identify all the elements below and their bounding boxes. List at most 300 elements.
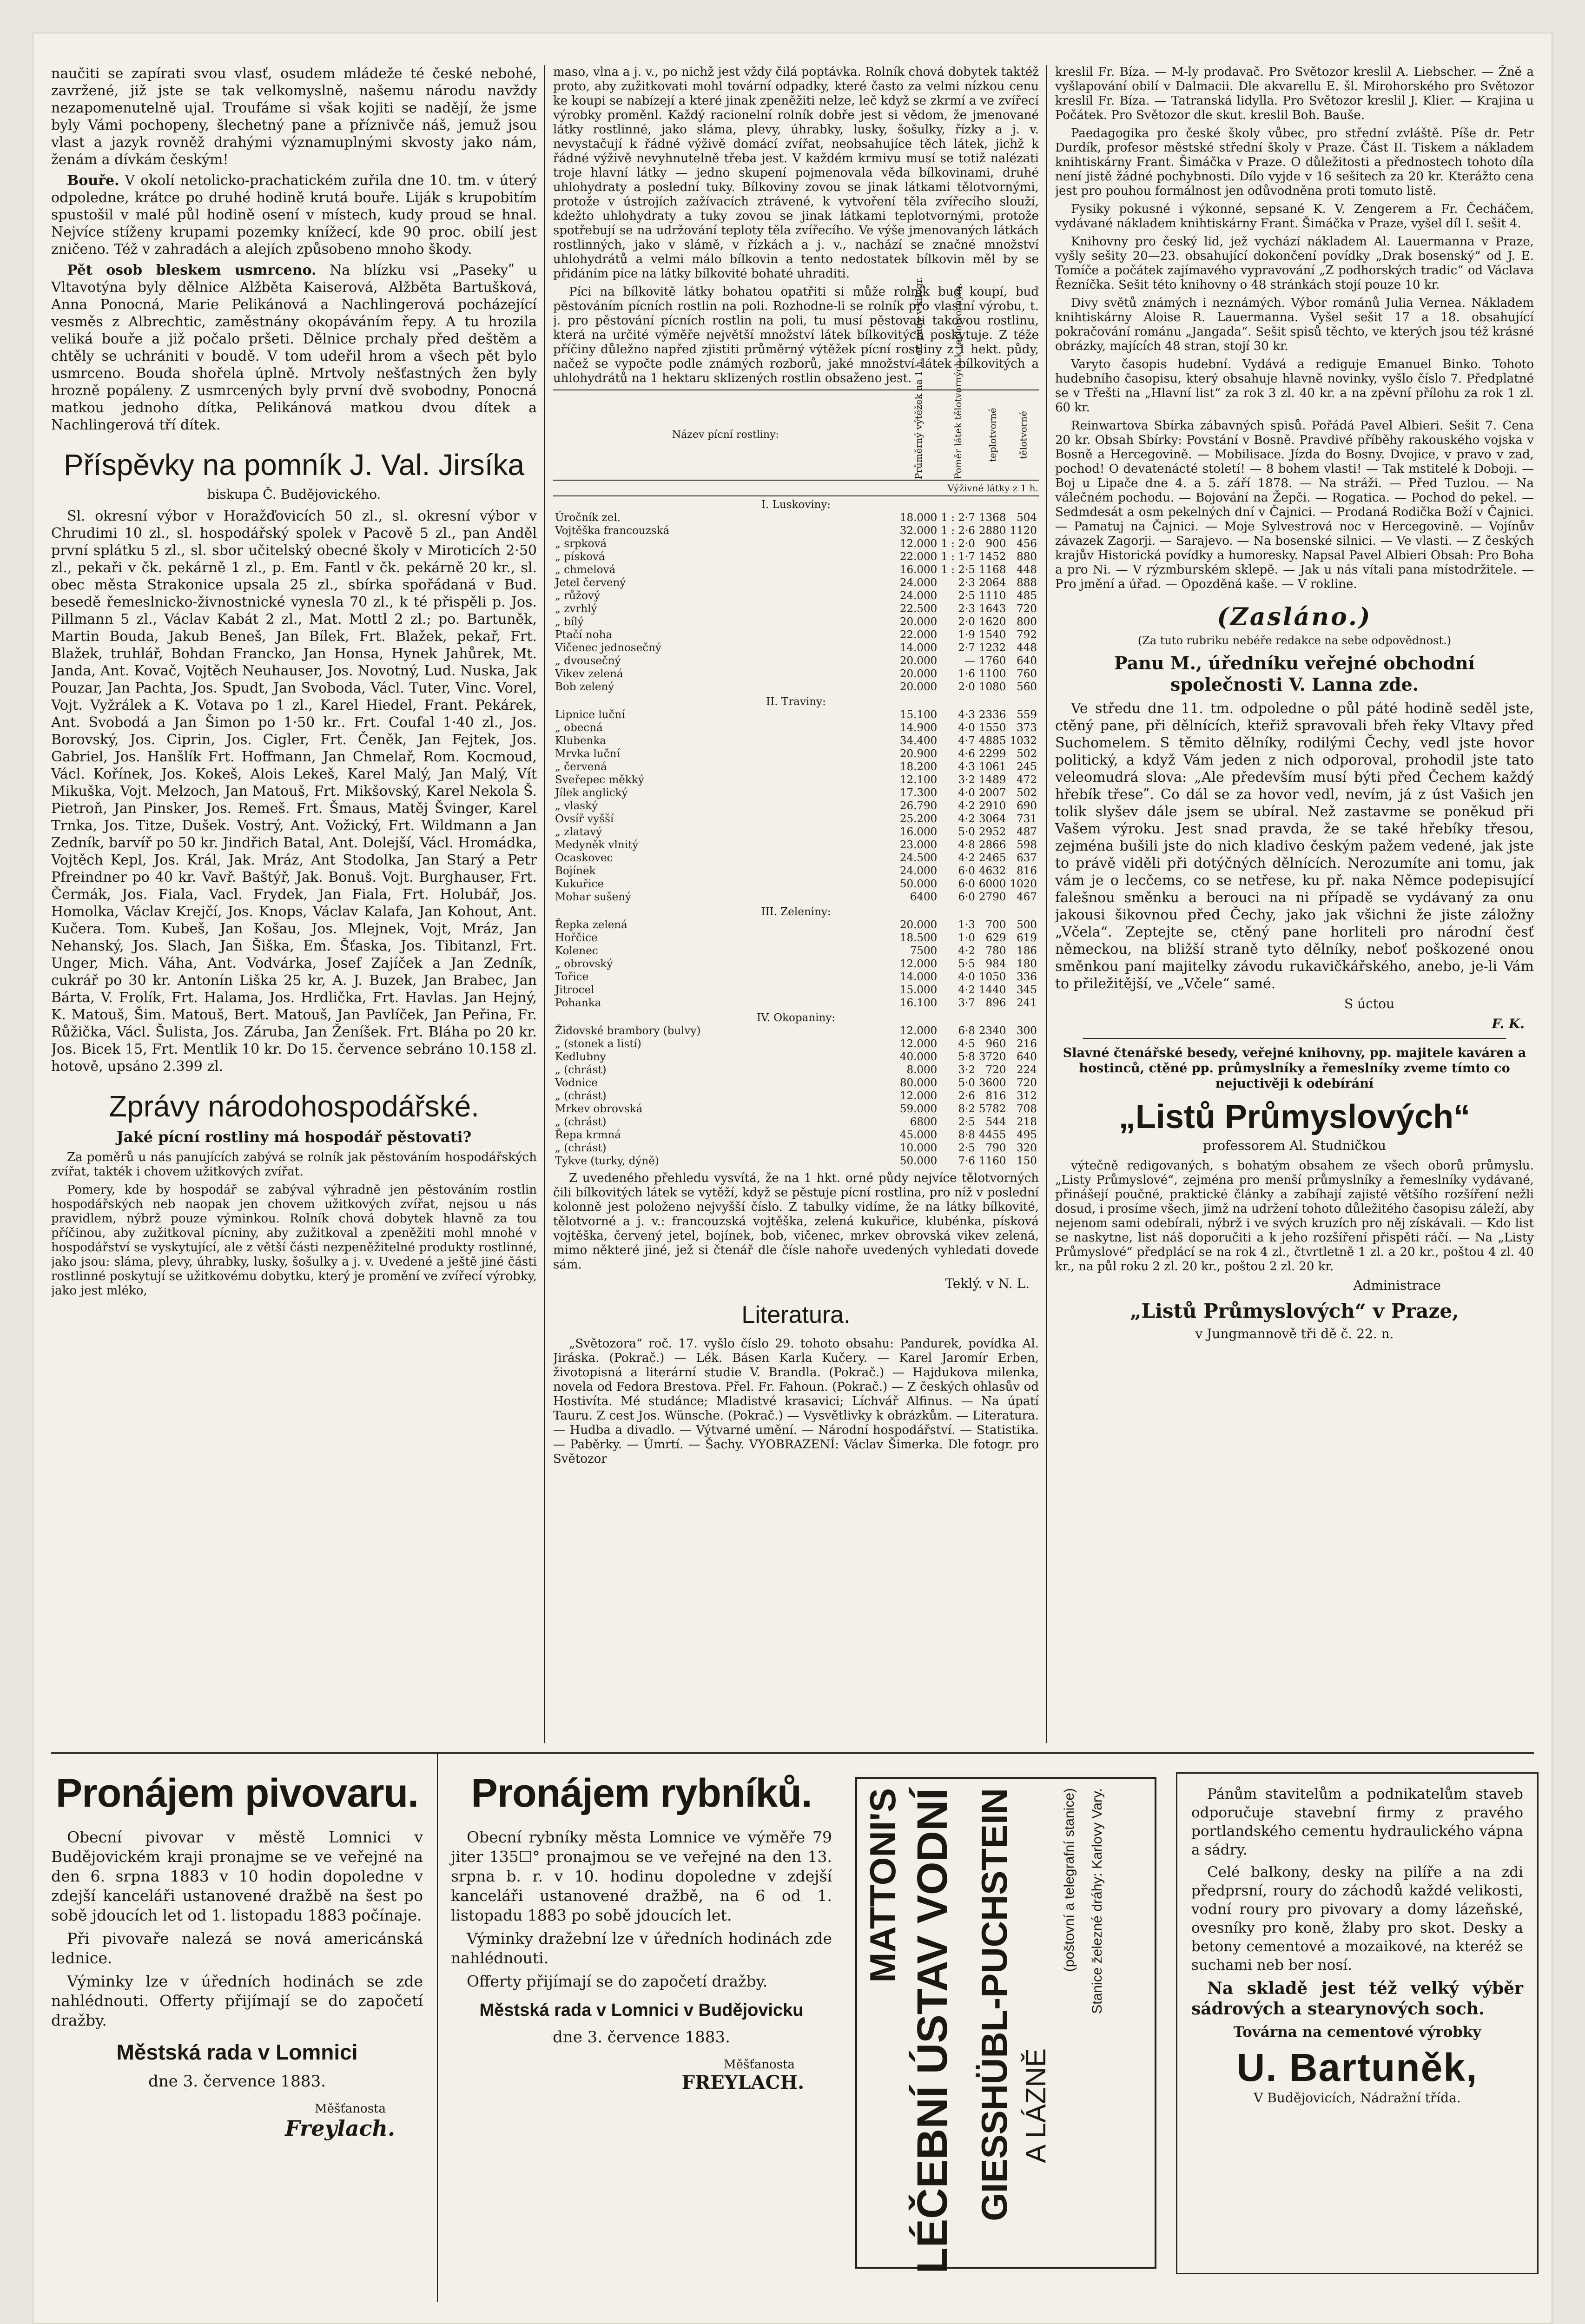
- table-row: [553, 576, 1039, 589]
- table-group-label: III. Zeleniny:: [761, 906, 831, 918]
- table-cell-value: 4·8: [958, 839, 975, 851]
- table-cell-value: 544: [985, 1116, 1006, 1128]
- table-cell-value: 629: [985, 932, 1006, 944]
- table-cell-value: 80.000: [899, 1077, 938, 1089]
- table-row: [553, 931, 1039, 944]
- table-cell-name: Vodnice: [555, 1077, 598, 1089]
- ad-date: dne 3. července 1883.: [553, 2028, 730, 2047]
- article-title: Pět osob bleskem usmrceno.: [67, 262, 317, 278]
- table-row: [553, 1063, 1039, 1076]
- table-cell-name: Ocaskovec: [555, 852, 613, 864]
- table-cell-value: 4·0: [958, 971, 975, 983]
- table-cell-name: „ zvrhlý: [555, 603, 597, 615]
- table-cell-name: Vikev zelená: [555, 668, 623, 680]
- table-cell-value: 1 : 1·7: [941, 551, 975, 563]
- table-cell-value: 245: [1017, 761, 1037, 773]
- table-cell-name: „ srpková: [555, 538, 607, 550]
- table-cell-value: 216: [1017, 1038, 1037, 1050]
- table-cell-value: 560: [1017, 681, 1037, 693]
- table-row: [553, 524, 1039, 537]
- ad-ponds: [451, 1763, 832, 2302]
- literature-paragraph: Knihovny pro český lid, jež vychází nákladem Al. Lauermanna v Praze, vyšly sešity 20—23. obsahující dokončení povídky „Drak bosenský“ od J. E. Tomíče a počátek zajímavého vypravování „Z podhorských tradic“ od Václava Řezníčka. Sešit této knihovny o 48 stránkách stojí pouze 10 kr.: [1055, 235, 1534, 292]
- table-cell-value: 504: [1017, 512, 1037, 524]
- table-cell-value: 8.000: [906, 1064, 938, 1076]
- table-cell-name: „ (chrást): [555, 1142, 607, 1154]
- literature-paragraph: Varyto časopis hudební. Vydává a rediguje Emanuel Binko. Tohoto hudebního časopisu, který obsahuje hlavně novinky, vyšlo číslo 7. Předplatné se v Třešti na „Hlavní list“ za rok 3 zl. 40 kr. a na zpěvní přílohu za rok 1 zl. 60 kr.: [1055, 357, 1534, 415]
- table-row: [553, 971, 1039, 984]
- table-cell-value: 17.300: [899, 787, 938, 799]
- table-cell-value: 1080: [978, 681, 1006, 693]
- ad-text: Stanice železné dráhy: Karlovy Vary.: [1090, 1788, 1105, 2014]
- table-cell-value: 14.900: [899, 722, 938, 734]
- table-cell-value: 720: [985, 1064, 1006, 1076]
- literature-paragraph: Paedagogika pro české školy vůbec, pro střední zvláště. Píše dr. Petr Durdík, profesor městské střední školy v Praze. Část II. Tiskem a nákladem knihtiskárny Frant. Šimáčka v Praze. O důležitosti a přednostech tohoto díla není jistě žádné pochybnosti. Dílo vyjde v 16 sešitech za 20 kr. Kterážto cena jest pro pouhou formálnost jen odůvodněna proti tomuto listě.: [1055, 126, 1534, 198]
- table-cell-value: 502: [1017, 787, 1037, 799]
- ad-brewery: [51, 1763, 423, 2302]
- table-cell-value: 888: [1017, 577, 1037, 589]
- table-cell-value: 26.790: [899, 800, 938, 812]
- table-row: [553, 628, 1039, 641]
- table-row: [553, 680, 1039, 693]
- table-cell-value: 218: [1017, 1116, 1037, 1128]
- table-cell-value: 4632: [978, 865, 1006, 877]
- table-cell-value: 720: [1017, 1077, 1037, 1089]
- ad-address: „Listů Průmyslových“ v Praze,: [1130, 1300, 1459, 1322]
- table-cell-value: 1100: [978, 668, 1006, 680]
- table-cell-name: Úročník zel.: [555, 512, 621, 524]
- table-row: [553, 918, 1039, 931]
- ad-text: A LÁZNĚ: [1020, 2048, 1051, 2163]
- table-cell-name: Řepka zelená: [555, 919, 627, 931]
- table-cell-value: 20.000: [899, 919, 938, 931]
- table-cell-value: 16.000: [899, 564, 938, 576]
- table-row: [553, 641, 1039, 654]
- table-row: [553, 708, 1039, 721]
- table-cell-value: 180: [1017, 958, 1037, 970]
- column-header: Poměr látek tělotvorných k teplotvorným.: [939, 390, 977, 480]
- table-cell-value: 7·6: [958, 1155, 975, 1167]
- table-cell-value: 1032: [1010, 735, 1037, 747]
- ad-paragraph: Výminky dražební lze v úředních hodinách zde nahlédnouti.: [451, 1929, 832, 1967]
- table-cell-name: Kolenec: [555, 945, 598, 957]
- table-cell-value: 3600: [978, 1077, 1006, 1089]
- table-cell-value: 1050: [978, 971, 1006, 983]
- table-cell-value: 23.000: [899, 839, 938, 851]
- table-cell-value: 1620: [978, 616, 1006, 628]
- table-cell-value: 22.000: [899, 551, 938, 563]
- table-cell-name: „ (stonek a listí): [555, 1038, 641, 1050]
- newspaper-page: [33, 33, 1552, 2324]
- table-cell-value: 18.500: [899, 932, 938, 944]
- table-cell-value: 708: [1017, 1103, 1037, 1115]
- table-cell-name: Tořice: [555, 971, 589, 983]
- fodder-table-body: [553, 496, 1039, 1168]
- ad-mayor-title: Měšťanosta: [315, 2102, 386, 2116]
- table-row: [553, 1155, 1039, 1168]
- letter-body: Ve středu dne 11. tm. odpoledne o půl páté hodině seděl jste, ctěný pane, při dělnících, kteřiž spravovali břeh řeky Vltavy před Suchomelem. S těmito dělníky, rodilými Čechy, vedl jste hovor politický, a když Vám jeden z nich odporoval, prohodil jste tato veleomudrá slova: „Ale především musí býti před Čechem každý hřebík třeseʺ. Co dál se za hovor vedl, nevím, já z úst Vašich jen tolik slyšev dále jsem se ubíral. Než zastavme se poněkud při Vašem výroku. Jest snad pravda, že se také hřebíky třesou, zejména bušili jste do nich kladivo českým pažem vedené, jak jste to právě viděli při dotýčných dělnících. Nerozumíte ani tomu, jak vám je o lecčems, co se netřese, ku př. naka Němce podepisující falešnou směnku a berouci na ni případě se vydávaný za onu jakousi šikovnou před Čechy, jako jak všichni že jiste záložny „Včela“. Zeptejte se, ctěný pane horliteli pro národní česť německou, na bližší straně tyto dělníky, neboť poškozené onou směnkou paní majitelky závodu rukavičkářského, anebo, je-li Vám to přiležitější, ve „Včele“ samé.: [1055, 700, 1534, 992]
- section-subheading: biskupa Č. Budějovického.: [207, 487, 381, 502]
- table-row: [553, 838, 1039, 852]
- table-cell-value: 5·0: [958, 826, 975, 838]
- table-cell-value: 24.000: [899, 865, 938, 877]
- table-cell-value: 1 : 2·7: [941, 512, 975, 524]
- table-cell-value: 4455: [978, 1129, 1006, 1141]
- table-row: [553, 747, 1039, 760]
- table-cell-name: Kukuřice: [555, 878, 604, 890]
- advertisements: [51, 1752, 1534, 2311]
- section-heading: Zprávy národohospodářské.: [109, 1089, 479, 1123]
- table-cell-value: 1232: [978, 642, 1006, 654]
- table-cell-value: 14.000: [899, 971, 938, 983]
- table-cell-value: 1·3: [958, 919, 975, 931]
- table-row: [553, 550, 1039, 563]
- table-cell-value: 5·5: [958, 958, 975, 970]
- table-row: [553, 957, 1039, 971]
- table-cell-value: 345: [1017, 984, 1037, 996]
- table-cell-value: 300: [1017, 1025, 1037, 1037]
- table-row: [553, 773, 1039, 786]
- table-row: [553, 944, 1039, 957]
- table-cell-value: 8·2: [958, 1103, 975, 1115]
- table-cell-name: Medyněk vlnitý: [555, 839, 639, 851]
- table-cell-value: 20.900: [899, 748, 938, 760]
- table-cell-value: 790: [985, 1142, 1006, 1154]
- article-title: Bouře.: [67, 172, 119, 189]
- table-cell-value: 2952: [978, 826, 1006, 838]
- table-cell-value: 4·6: [958, 748, 975, 760]
- table-cell-value: 336: [1017, 971, 1037, 983]
- table-cell-value: 5782: [978, 1103, 1006, 1115]
- table-row: [553, 734, 1039, 747]
- table-row: [553, 891, 1039, 904]
- table-cell-name: Jetel červený: [555, 577, 626, 589]
- table-cell-value: 224: [1017, 1064, 1037, 1076]
- table-row: [553, 1116, 1039, 1129]
- table-cell-name: Jitrocel: [555, 984, 594, 996]
- table-cell-value: 1168: [978, 564, 1006, 576]
- table-cell-value: 1061: [978, 761, 1006, 773]
- ad-name: U. Bartuněk,: [1236, 2046, 1478, 2089]
- table-cell-value: 4·7: [958, 735, 975, 747]
- table-row: [553, 563, 1039, 576]
- table-cell-value: 5·8: [958, 1051, 975, 1063]
- ad-body: výtečně redigovaných, s bohatým obsahem ze všech oborů průmyslu. „Listy Průmyslové“, zejména pro menší průmyslníky a řemeslníky vydávané, přinášejí poučné, praktické články a zabíhají zajisté většího rozšíření nežli dosud, i prosíme všech, jimž na udržení tohoto důležitého časopisu záleží, aby nejenom sami odebírali, nýbrž i ve svých kruzích pro něj získávali. — Kdo list se naskytne, list náš doporučiti a k jeho rozšíření přispěti ráčí. — Na „Listy Průmyslové“ předplácí se na rok 4 zl., čtvrtletně 1 zl. a 20 kr., poštou 4 zl. 40 kr., na půl roku 2 zl. 20 kr., poštou 2 zl. 20 kr.: [1055, 1159, 1534, 1274]
- table-cell-value: 24.000: [899, 577, 938, 589]
- article-paragraph: maso, vlna a j. v., po nichž jest vždy čilá poptávka. Rolník chová dobytek taktéž proto, aby zužitkovati mohl tovární odpadky, které často za velmi nízkou cenu ke koupi se nabízejí a které jinak zpeněžiti nelze, leč když se zkrmí a ve zvířecí výrobky proměnl. Každý racionelní rolník dobře jest si vědom, že jmenované látky rostlinné, jako sláma, plevy, úhrabky, lusky, šošulky, řízky a j. v. nevystačují k řádné výživě domácí zvířat, neobsahujíce těch látek, jichž k řádné výživě nevyhnutelně třeba jest. V každém krmivu musí se totiž nalézati troje hlavní látky — jedno skupení pojmenovala věda bílkovinami, druhé uhlohydraty a poslední tuky. Bílkoviny zovou se jinak látkami tělotvornými, protože v ústrojích zažívacích ztrávené, k vytvoření těla zvířecího slouží, kdežto uhlohydraty a tuky zovou se jinak látkami teplotvornými, protože spotřebují se na udržování teploty těla zvířecího. Ve výše jmenovaných látkách rostlinných, jako v slámě, v řízkách a j. v., nachází se značné množství uhlohydrátů a velmi málo bílkovin a tento nedostatek bílkovin měl by se přidáním píce na látky bílkovité bohaté uhraditi.: [553, 65, 1039, 281]
- column-header: Průměrný výtěžek na 1 h. or. půdy v kilogr.: [898, 390, 939, 480]
- table-cell-value: 1·9: [958, 629, 975, 641]
- table-row: [553, 1024, 1039, 1037]
- ad-text: GIESSHÜBL-PUCHSTEIN: [974, 1788, 1015, 2221]
- table-cell-value: 598: [1017, 839, 1037, 851]
- table-cell-value: 1160: [978, 1155, 1006, 1167]
- section-heading: (Zasláno.): [1217, 603, 1372, 631]
- ad-paragraph: Na skladě jest též velký výběr sádrových a stearynových soch.: [1191, 1979, 1523, 2019]
- ad-cement: [1176, 1772, 1539, 2274]
- table-cell-value: 2·5: [958, 590, 975, 602]
- ad-address-street: v Jungmannově tři dě č. 22. n.: [1195, 1326, 1394, 1341]
- table-cell-value: 2·6: [958, 1090, 975, 1102]
- table-cell-value: 637: [1017, 852, 1037, 864]
- table-cell-value: 2·7: [958, 642, 975, 654]
- table-cell-value: 15.000: [899, 984, 938, 996]
- table-row: [553, 984, 1039, 997]
- table-row: [553, 589, 1039, 602]
- table-cell-value: 20.000: [899, 668, 938, 680]
- table-row: [553, 1089, 1039, 1103]
- table-row: [553, 1129, 1039, 1142]
- table-cell-name: „ obrovský: [555, 958, 613, 970]
- table-cell-value: 472: [1017, 774, 1037, 786]
- table-cell-name: „ (chrást): [555, 1116, 607, 1128]
- table-cell-name: Jílek anglický: [555, 787, 628, 799]
- column-1: [51, 65, 537, 1743]
- table-cell-name: Mohar sušený: [555, 891, 632, 903]
- table-cell-value: 495: [1017, 1129, 1037, 1141]
- table-cell-value: 6·0: [958, 865, 975, 877]
- ad-paragraph: Výminky lze v úředních hodinách se zde nahlédnouti. Offerty přijímají se do započetí dražby.: [51, 1972, 423, 2029]
- table-cell-value: 4·2: [958, 945, 975, 957]
- table-cell-value: 1020: [1010, 878, 1037, 890]
- table-cell-value: 12.000: [899, 538, 938, 550]
- table-cell-value: 1440: [978, 984, 1006, 996]
- table-cell-value: 4885: [978, 735, 1006, 747]
- editorial-note: (Za tuto rubriku nebéře redakce na sebe odpovědnost.): [1137, 634, 1452, 647]
- table-cell-value: 18.000: [899, 512, 938, 524]
- letter-signature: F. K.: [1492, 1016, 1525, 1031]
- ad-mayor-name: FREYLACH.: [681, 2072, 804, 2093]
- table-row: [553, 537, 1039, 550]
- table-cell-value: 34.400: [899, 735, 938, 747]
- table-cell-value: 2·0: [958, 616, 975, 628]
- table-cell-value: 6400: [910, 891, 938, 903]
- table-cell-value: 2·3: [958, 603, 975, 615]
- table-cell-name: Ptačí noha: [555, 629, 613, 641]
- ad-admin: Administrace: [1353, 1278, 1441, 1293]
- table-cell-value: 12.000: [899, 1038, 938, 1050]
- table-cell-value: 2340: [978, 1025, 1006, 1037]
- ad-intro: Slavné čtenářské besedy, veřejné knihovny, pp. majitele kaváren a hostinců, ctěné pp. průmyslníky a řemeslníky zveme tímto co nejuctivěji k odebírání: [1063, 1046, 1526, 1091]
- table-cell-value: 3·2: [958, 1064, 975, 1076]
- table-cell-value: 1452: [978, 551, 1006, 563]
- table-cell-value: 25.200: [899, 813, 938, 825]
- table-cell-name: „ chmelová: [555, 564, 616, 576]
- table-cell-value: 485: [1017, 590, 1037, 602]
- article-continuation: naučiti se zapírati svou vlasť, osudem mládeže té české nebohé, zavržené, již jste se tak velkomyslně, našemu národu navždy nezapomenutelně ujal. Troufáme si však kojiti se nadějí, že jsme byly Vámi pochopeny, šlechetný pane a příznivče náš, jemuž jsou vlast a jazyk rovněž drahými významuplnými skvosty jako nám, ženám a dívkám českým!: [51, 66, 537, 168]
- table-cell-name: „ červená: [555, 761, 607, 773]
- table-cell-value: 896: [985, 997, 1006, 1009]
- table-cell-value: —: [964, 655, 975, 667]
- table-cell-value: 1489: [978, 774, 1006, 786]
- table-cell-name: Řepa krmná: [555, 1129, 621, 1141]
- table-cell-value: 12.000: [899, 1090, 938, 1102]
- table-cell-value: 2299: [978, 748, 1006, 760]
- article-paragraph: Píci na bílkovitě látky bohatou opatřiti si může rolník buď koupí, buď pěstováním pícních rostlin na poli. Rozhodne-li se rolník pro vlastní výrobu, t. j. pro pěstování pícních rostlin na poli, tu musí pěstovati takovou rostlinu, která na určité výměře největší množství látek bílkovitých poskytuje. Z téže příčiny důležno napřed zjistiti průměrný výtěžek pícní rostliny z 1 hekt. půdy, načež se vypočte podle známých rozborů, jaké množství látek bílkovitých a uhlohydrátů na 1 hektaru sklizených rostlin obsaženo jest.: [553, 285, 1039, 385]
- table-cell-value: 559: [1017, 709, 1037, 721]
- table-cell-value: 448: [1017, 642, 1037, 654]
- donation-list: Sl. okresní výbor v Horažďovicích 50 zl., sl. okresní výbor v Chrudimi 10 zl., sl. hospodářský spolek v Pacově 5 zl., pan Anděl první splátku 5 zl., sl. sbor učitelský obecné školy v Miroticích 2·50 zl., pekaři v čk. pekárně 1 zl., p. Em. Fantl v čk. pekárně 20 kr., sl. obec města Strakonice upsala 25 zl., sbírka spořádaná v Bud. besedě řemeslnicko-živnostnické vynesla 70 zl., k té přispěli p. Jos. Pillmann 5 zl., Václav Kabát 2 zl., Mat. Mottl 2 zl.; po. Bartuněk, Martin Bouda, Jakub Beneš, Jan Bílek, Frt. Blažek, pekař, Frt. Blažek, truhlář, Bohdan Francko, Jan Honsa, Hynek Jahůrek, Mt. Janda, Ant. Kovač, Vojtěch Neuhauser, Jos. Novotný, Lud. Nuska, Jak Pouzar, Jan Pachta, Jos. Spudt, Jan Svoboda, Václ. Tuter, Vinc. Vorel, Vojt. Vyžrálek a K. Votava po 1 zl., Karel Hiedel, Frant. Pekárek, Ant. Svobodá a Jan Šimon po 1·50 kr.. Frt. Coufal 1·40 zl., Jos. Borovský, Jos. Ciprin, Jos. Cigler, Frt. Čeněk, Jan Fejtek, Jos. Gabriel, Jos. Hanšlík Frt. Hoffmann, Jan Chmelař, Rom. Kocmoud, Václ. Kořínek, Jos. Kokeš, Alois Lekeš, Karel Malý, Jan Malý, Vít Mikuška, Vojt. Melzoch, Jan Matouš, Frt. Mikšovský, Karel Nekola Š. Pietroň, Jan Pinsker, Jos. Remeš. Frt. Šmaus, Matěj Švinger, Karel Trnka, Jos. Titze, Dušek. Vostrý, Ant. Vožický, Frt. Wildmann a Jan Zedník, barvíř po 50 kr. Jindřich Batal, Ant. Dolejší, Václ. Hromádka, Vojtěch Kepl, Jos. Král, Jak. Mráz, Ant Stodolka, Jan Starý a Petr Pfreindner po 40 kr. Vavř. Baštýř, Jak. Bonuš. Vojt. Burghauser, Frt. Čermák, Jos. Fiala, Vacl. Frydek, Jan Fiala, Frt. Holubář, Jos. Homolka, Václav Krejčí, Jos. Knops, Václav Kalafa, Jan Kohout, Ant. Kučera. Tom. Kubeš, Jan Košau, Jos. Mlejnek, Vojt, Mráz, Jan Nehanský, Jos. Slach, Jan Šiška, Em. Šťaska, Jos. Tibitanzl, Frt. Unger, Mich. Váha, Ant. Vodvárka, Josef Zajíček a Jan Zedník, cukrář po 30 kr. Antonín Liška 25 kr, A. J. Buzek, Jan Brabec, Jan Bárta, V. Frolík, Frt. Halama, Jos. Hrdlička, Frt. Havlas. Jan Hejný, K. Matouš, Šim. Matouš, Bert. Matouš, Jan Pavlíček, Jan Peřina, Fr. Růžička, Václ. Šulista, Jos. Záruba, Jan Ženíšek. Frt. Bláha po 20 kr. Jos. Bicek 15, Frt. Mentlik 10 kr. Do 15. července sebráno 10.158 zl. hotově, upsáno 2.399 zl.: [51, 508, 537, 1075]
- ad-title: „Listů Průmyslových“: [1118, 1098, 1471, 1136]
- table-cell-value: 2007: [978, 787, 1006, 799]
- ad-text: MATTONI'S: [862, 1788, 903, 1983]
- literature-paragraph: „Světozora“ roč. 17. vyšlo číslo 29. tohoto obsahu: Pandurek, povídka Al. Jiráska. (Pokrač.) — Lék. Básen Karla Kučery. — Karel Jaromír Erben, životopisná a literární studie V. Brandla. (Pokrač.) — Hajdukova milenka, novela od Fedora Brestova. Přel. Fr. Fahoun. (Pokrač.) — Z českých ohlasův od Hostivíta. Mé studánce; Mladistvé krasavici; Líchvář Alfinus. — Na úpatí Tauru. Z cest Jos. Wünsche. (Pokrač.) — Vysvětlivky k obrázkům. — Literatura. — Hudba a divadlo. — Výtvarné umění. — Národní hospodářství. — Statistika. — Paběrky. — Úmrtí. — Šachy. VYOBRAZENÍ: Václav Šimerka. Dle fotogr. pro Světozor: [553, 1337, 1039, 1466]
- table-cell-value: 20.000: [899, 681, 938, 693]
- table-cell-value: 1368: [978, 512, 1006, 524]
- table-cell-value: 456: [1017, 538, 1037, 550]
- table-cell-value: 640: [1017, 655, 1037, 667]
- table-cell-value: 3·2: [958, 774, 975, 786]
- table-cell-value: 880: [1017, 551, 1037, 563]
- table-row: [553, 799, 1039, 812]
- table-cell-value: 619: [1017, 932, 1037, 944]
- ad-text: (poštovní a telegrafní stanice): [1062, 1788, 1077, 1972]
- table-cell-name: Bob zelený: [555, 681, 614, 693]
- article-paragraph: Pomery, kde by hospodář se zabýval výhradně jen pěstováním rostlin hospodářských neb naopak jen chovem užitkových zvířat, nejsou u nás pravidlem, nýbrž pouze výminkou. Rolník chová dobytek hlavně za tou příčinou, aby zužitkoval pícniny, aby zužitkoval a zpeněžiti mohl mnohé v hospodářství se vyskytující, ale z větší části nezpeněžitelné produkty rostlinné, jako jsou: sláma, plevy, úhrabky, lusky, šošulky a j. v. Uvedené a ještě jiné části rostlinné poskytují se užitkovému dobytku, který je promění ve zvířecí výrobky, jako jest mléko,: [51, 1183, 537, 1298]
- table-row: [553, 654, 1039, 667]
- table-cell-value: 2790: [978, 891, 1006, 903]
- table-row: [553, 721, 1039, 734]
- table-cell-name: Klubenka: [555, 735, 607, 747]
- table-cell-value: 6·0: [958, 878, 975, 890]
- table-cell-value: 3720: [978, 1051, 1006, 1063]
- table-cell-value: 16.100: [899, 997, 938, 1009]
- table-cell-value: 1 : 2·5: [941, 564, 975, 576]
- table-cell-value: 780: [985, 945, 1006, 957]
- table-cell-value: 2·5: [958, 1116, 975, 1128]
- table-row: [553, 760, 1039, 773]
- table-cell-name: Židovské brambory (bulvy): [555, 1025, 701, 1037]
- ad-council: Městská rada v Lomnici: [116, 2040, 358, 2064]
- table-cell-value: 984: [985, 958, 1006, 970]
- table-cell-value: 2910: [978, 800, 1006, 812]
- table-cell-value: 500: [1017, 919, 1037, 931]
- table-cell-value: 186: [1017, 945, 1037, 957]
- ad-paragraph: Obecní rybníky města Lomnice ve výměře 79 jiter 135☐° pronajmou se ve veřejné na den 13. srpna b. r. v 10. hodinu dopoledne v zdejší kanceláři ustanovené dražbě, na 6 od 1. listopadu 1883 po sobě jdoucích let.: [451, 1828, 832, 1924]
- ad-text: LÉČEBNÍ ÚSTAV VODNÍ: [909, 1788, 956, 2274]
- ad-title: Pronájem rybníků.: [471, 1771, 812, 1816]
- table-cell-value: 4·2: [958, 813, 975, 825]
- table-cell-value: 5·0: [958, 1077, 975, 1089]
- column-header: Název pícní rostliny:: [553, 390, 898, 480]
- literature-paragraph: Reinwartova Sbírka zábavných spisů. Pořádá Pavel Albieri. Sešit 7. Cena 20 kr. Obsah Sbírky: Povstání v Bosně. Pravdivé příběhy rakouského vojska v Bosně a Hercegovině. — Mobilisace. Jízda do Bosny. Dvojice, v pravo v zad, pochod! O devatenácté století! — 8 bohem vlasti! — Tak mstitelé k Doboji. — Boj u Lipače dne 4. a 5. září 1878. — Na stráži. — Před Tuzlou. — Na válečném pochodu. — Bojování na Žepči. — Rogatica. — Pochod do pekel. — Sedmdesát a osm pekelných dní v Čajnici. — Prodaná Rodička Boží v Čajnici. — Pamatuj na Čajnici. — Moje Sylvestrová noc v Hercegovině. — Vojínův závazek Zagorji. — Sarajevo. — Na bosenské silnici. — Ve vlasti. — Z českých krajův Historická povídky a humoresky. Napsal Pavel Albieri Obsah: Pro Boha a pro Ni. — V rýzmburském sklepě. — Jak u nás vítali pana místodržitele. — Pro jmění a úřad. — Opozděná kaše. — V rokline.: [1055, 419, 1534, 591]
- table-cell-value: 4·3: [958, 709, 975, 721]
- table-cell-value: 690: [1017, 800, 1037, 812]
- table-cell-value: 150: [1017, 1155, 1037, 1167]
- table-cell-name: Mrvka luční: [555, 748, 620, 760]
- table-cell-value: 32.000: [899, 525, 938, 537]
- table-cell-value: 59.000: [899, 1103, 938, 1115]
- ad-paragraph: Továrna na cementové výrobky: [1233, 2024, 1481, 2040]
- ad-date: dne 3. července 1883.: [148, 2072, 326, 2091]
- table-row: [553, 1037, 1039, 1050]
- table-cell-value: 15.100: [899, 709, 938, 721]
- table-row: [553, 1076, 1039, 1089]
- table-cell-value: 1550: [978, 722, 1006, 734]
- table-cell-value: 1·0: [958, 932, 975, 944]
- table-cell-value: 720: [1017, 603, 1037, 615]
- table-cell-value: 24.000: [899, 590, 938, 602]
- table-cell-value: 487: [1017, 826, 1037, 838]
- table-cell-value: 7500: [910, 945, 938, 957]
- table-cell-value: 2064: [978, 577, 1006, 589]
- table-cell-value: 467: [1017, 891, 1037, 903]
- table-cell-value: 4·0: [958, 722, 975, 734]
- table-cell-value: 2·0: [958, 681, 975, 693]
- table-row: [553, 812, 1039, 825]
- table-cell-value: 24.500: [899, 852, 938, 864]
- table-cell-name: „ zlatavý: [555, 826, 602, 838]
- table-cell-value: 4·3: [958, 761, 975, 773]
- table-cell-value: 3·7: [958, 997, 975, 1009]
- table-row: [553, 615, 1039, 628]
- column-3: [1055, 65, 1534, 1743]
- table-row: [553, 667, 1039, 680]
- table-cell-name: „ (chrást): [555, 1064, 607, 1076]
- article-question: Jaké pícní rostliny má hospodář pěstovati?: [116, 1128, 472, 1146]
- letter-closing: S úctou: [1344, 996, 1394, 1011]
- table-cell-value: 4·2: [958, 852, 975, 864]
- table-cell-name: Vojtěška francouzská: [555, 525, 670, 537]
- column-header: tělotvorné: [1008, 390, 1039, 480]
- table-cell-value: 2336: [978, 709, 1006, 721]
- literature-paragraph: kreslil Fr. Bíza. — M-ly prodavač. Pro Světozor kreslil A. Liebscher. — Žně a vyšlapování obilí v Dalmacii. Dle akvarellu E. šl. Mirohorského pro Světozor kreslil Fr. Bíza. — Tatranská lidylla. Pro Světozor kreslil J. Klier. — Krajina u Počátek. Pro Světozor dle skut. kreslil Boh. Bauše.: [1055, 65, 1534, 122]
- table-row: [553, 852, 1039, 865]
- table-cell-value: 12.100: [899, 774, 938, 786]
- table-cell-value: 4·2: [958, 984, 975, 996]
- column-2: [553, 65, 1039, 1743]
- column-header: Výživné látky z 1 h.: [553, 480, 1039, 496]
- section-heading: Literatura.: [741, 1301, 851, 1328]
- table-cell-name: „ obecná: [555, 722, 603, 734]
- ad-mayor-title: Měšťanosta: [724, 2058, 795, 2072]
- table-cell-name: „ písková: [555, 551, 605, 563]
- table-row: [553, 1103, 1039, 1116]
- table-row: [553, 997, 1039, 1010]
- table-cell-value: 960: [985, 1038, 1006, 1050]
- letter-title: Panu M., úředníku veřejné obchodní společnosti V. Lanna zde.: [1114, 653, 1475, 695]
- table-cell-value: 45.000: [899, 1129, 938, 1141]
- literature-paragraph: Divy světů známých i neznámých. Výbor románů Julia Vernea. Nákladem knihtiskárny Aloise R. Lauermanna. Vyšel sešit 17 a 18. obsahující pokračování románu „Jangada“. Sešit spisů těchto, ve kterých jsou též krásné obrázky, majících 48 stran, stojí 30 kr.: [1055, 296, 1534, 353]
- ad-paragraph: Celé balkony, desky na pilíře a na zdi předprsní, roury do záchodů každé velikosti, vodní roury pro pivovary a domy lázeňské, ovesníky pro koně, žlaby pro skot. Desky a betony cementové a mozaikové, na kteréž se suchami neb ber nosí.: [1191, 1864, 1523, 1974]
- table-group-row: [553, 904, 1039, 918]
- table-cell-value: 448: [1017, 564, 1037, 576]
- table-cell-value: 12.000: [899, 958, 938, 970]
- table-cell-value: 6000: [978, 878, 1006, 890]
- table-row: [553, 1050, 1039, 1063]
- table-cell-name: Sveřepec měkký: [555, 774, 644, 786]
- table-cell-value: 2·3: [958, 577, 975, 589]
- table-cell-name: Mrkev obrovská: [555, 1103, 643, 1115]
- table-cell-value: 14.000: [899, 642, 938, 654]
- table-cell-name: „ bílý: [555, 616, 584, 628]
- table-cell-value: 320: [1017, 1142, 1037, 1154]
- table-cell-value: 16.000: [899, 826, 938, 838]
- table-row: [553, 1142, 1039, 1155]
- table-cell-value: 373: [1017, 722, 1037, 734]
- article-signature: Teklý. v N. L.: [945, 1276, 1030, 1291]
- ad-paragraph: Offerty přijímají se do započetí dražby.: [467, 1972, 768, 1990]
- table-cell-value: 816: [985, 1090, 1006, 1102]
- table-cell-name: „ růžový: [555, 590, 600, 602]
- table-cell-value: 760: [1017, 668, 1037, 680]
- table-cell-name: Kedlubny: [555, 1051, 606, 1063]
- table-cell-value: 792: [1017, 629, 1037, 641]
- table-group-row: [553, 1010, 1039, 1024]
- table-cell-value: 640: [1017, 1051, 1037, 1063]
- table-cell-value: 241: [1017, 997, 1037, 1009]
- table-cell-value: 1760: [978, 655, 1006, 667]
- table-cell-value: 6·0: [958, 891, 975, 903]
